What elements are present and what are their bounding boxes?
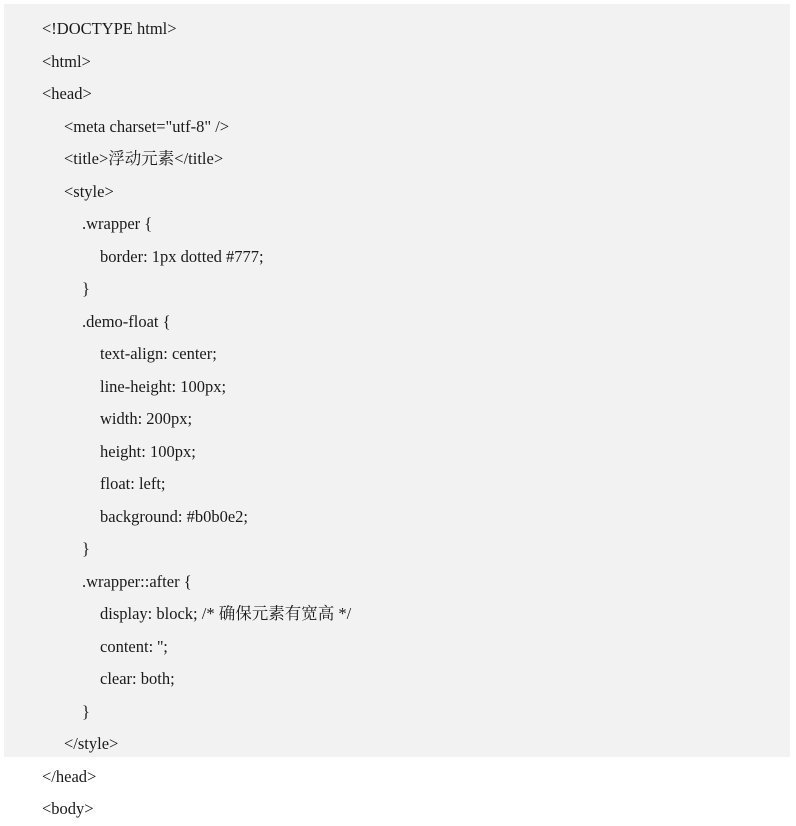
- code-line: </style>: [64, 734, 119, 753]
- code-line: float: left;: [100, 474, 166, 493]
- code-line: <title>浮动元素</title>: [64, 149, 224, 168]
- code-line: }: [82, 279, 90, 298]
- code-line: <body>: [42, 799, 94, 818]
- code-line: .demo-float {: [82, 311, 171, 331]
- code-line: display: block; /* 确保元素有宽高 */: [100, 604, 352, 623]
- code-line: <meta charset="utf-8" />: [64, 116, 230, 136]
- code-line: .wrapper {: [82, 214, 153, 233]
- code-line: height: 100px;: [100, 441, 196, 461]
- code-line: clear: both;: [100, 669, 175, 688]
- code-lines: [4, 13, 790, 826]
- code-line: width: 200px;: [100, 409, 193, 428]
- code-line: content: '';: [100, 636, 168, 656]
- code-line: <head>: [42, 84, 92, 103]
- code-line: </head>: [42, 766, 97, 786]
- code-listing-panel: [4, 4, 790, 818]
- code-line: background: #b0b0e2;: [100, 506, 249, 526]
- code-line: }: [82, 539, 90, 558]
- code-line: <!DOCTYPE html>: [42, 19, 177, 38]
- code-line: }: [82, 701, 90, 721]
- code-line: <html>: [42, 51, 91, 71]
- code-line: line-height: 100px;: [100, 376, 227, 396]
- code-line: text-align: center;: [100, 344, 217, 363]
- code-line: .wrapper::after {: [82, 571, 192, 591]
- code-line: <style>: [64, 181, 114, 201]
- code-line: border: 1px dotted #777;: [100, 246, 264, 266]
